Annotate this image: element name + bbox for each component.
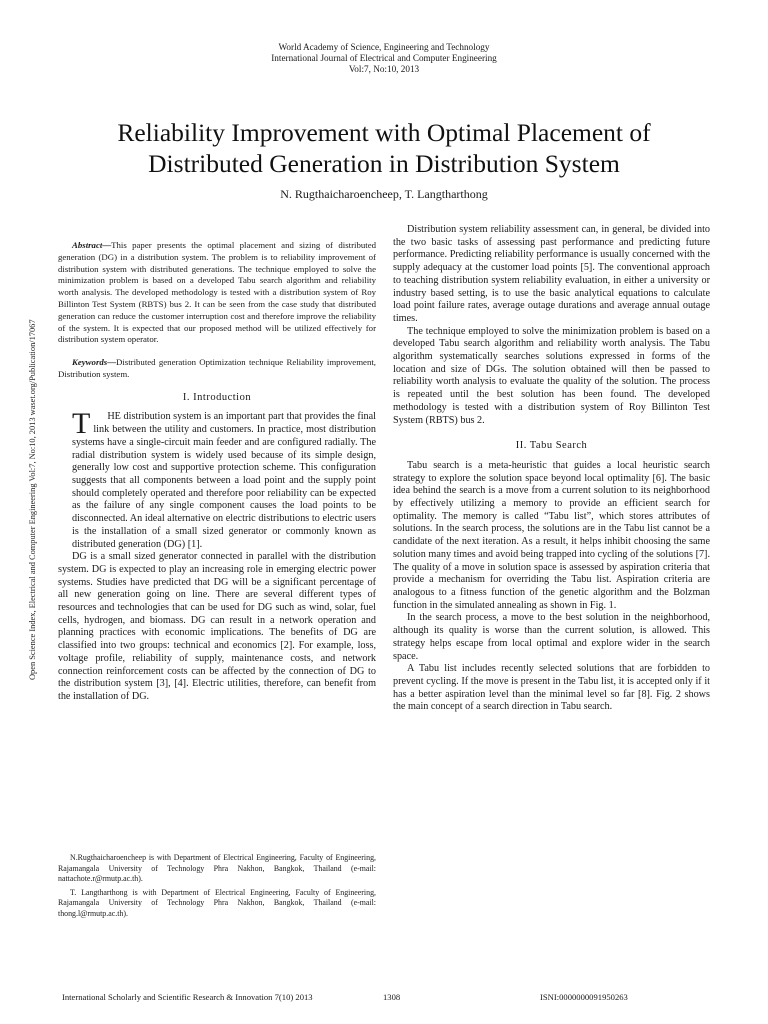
footer-citation: International Scholarly and Scientific Research & Innovation 7(10) 2013 — [62, 992, 313, 1002]
header-line-3: Vol:7, No:10, 2013 — [348, 64, 420, 74]
footnote-1: N.Rugthaicharoencheep is with Department of Electrical Engineering, Faculty of Engineering, Rajamangala University of Technology Phra Nakhon, Bangkok, Thailand (e-mail: nattachote.r@rmutp.ac.th). — [58, 853, 376, 884]
abstract-text: This paper presents the optimal placement and sizing of distributed generation (DG) in a distribution system. The problem is to reliability improvement of distribution system with distributed generations. The technique employed to solve the minimization problem is based on a developed Tabu search algorithm and reliability worth analysis. The developed methodology is tested with a distribution system of Roy Billinton Test System (RBTS) bus 2. It can be seen from the case study that distributed generation can reduce the customer interruption cost and therefore improve the reliability of the system. It is expected that our proposed method will be utilized effectively for distribution system operator. — [58, 240, 376, 345]
keywords-paragraph — [58, 357, 376, 381]
section-heading-introduction: I. Introduction — [182, 391, 252, 403]
author-footnotes — [58, 853, 376, 923]
intro-paragraph-1 — [58, 407, 376, 551]
section-heading-tabu-search: II. Tabu Search — [515, 440, 588, 452]
abstract-label: Abstract — [72, 240, 103, 250]
right-paragraph-2: The technique employed to solve the minimization problem is based on a developed Tabu search algorithm and reliability worth analysis. The Tabu algorithm systematically searches solutions expressed in forms of the location and size of DGs. The solution obtained will then be passed to reliability worth analysis to evaluate the quality of the solution. The process is repeated until the best solution has been found. The developed methodology is tested with a distribution system of Roy Billinton Test System (RBTS) bus 2. — [393, 325, 710, 426]
header-line-2: International Journal of Electrical and Computer Engineering — [271, 53, 497, 63]
drop-cap: T — [72, 407, 91, 441]
footer-isni: ISNI:0000000091950263 — [540, 992, 628, 1002]
footnote-2: T. Langtharthong is with Department of Electrical Engineering, Faculty of Engineering, Rajamangala University of Technology Phra Nakhon, Bangkok, Thailand (e-mail: thong.l@rmutp.ac.th). — [58, 887, 376, 918]
keywords-dash: — — [107, 357, 116, 368]
header-line-1: World Academy of Science, Engineering and Technology — [278, 42, 490, 52]
tabu-paragraph-2: In the search process, a move to the best solution in the neighborhood, although its quality is worse than the current solution, is allowed. This strategy helps escape from local optimal and explore wider in the search space. — [393, 612, 710, 662]
right-paragraph-1: Distribution system reliability assessment can, in general, be divided into the two basic tasks of assessing past performance and predicting future performance. Predicting reliability performance is usually concerned with the supply adequacy at the customer load points [5]. The conventional approach to teaching distribution system reliability evaluation, in either a university or industry based setting, is to use the basic analytical equations to calculate load point failure rates, average outage durations and average annual outage times. — [393, 224, 710, 324]
intro-paragraph-2: DG is a small sized generator connected in parallel with the distribution system. DG is expected to play an increasing role in emerging electric power systems. Studies have predicted that DG will be a significant percentage of all new generation going on line. There are several different types of resources and technologies that can be used for DG such as wind, solar, fuel cells, hydrogen, and biomass. DG can result in a network operation and planning practices with economic implications. The benefits of DG are classified into two groups: technical and economics [2]. For example, loss, voltage profile, reliability of supply, maintenance costs, and network connection reinforcement costs can be affected by the connection of DG to the distribution system [3], [4]. Electric utilities, therefore, can benefit from the installation of DG. — [58, 551, 376, 702]
intro-paragraph-1-text: HE distribution system is an important part that provides the final link between the utility and customers. In practice, most distribution systems have a single-circuit main feeder and are configured radially. The radial distribution system is widely used because of its simple design, generally low cost and supportive protection scheme. This configuration suggests that all components between a load point and the supply point should completely operated and therefore poor reliability can be expected as the failure of any single component causes the load points to be disconnected. An ideal alternative on electric distributions to electric users is the installation of a small sized generator or commonly known as distributed generation (DG) [1]. — [72, 411, 376, 550]
tabu-paragraph-1: Tabu search is a meta-heuristic that guides a local heuristic search strategy to explore the solution space beyond local optimality [6]. The basic idea behind the search is a move from a current solution to its neighborhood by effectively utilizing a memory to provide an efficient search for optimality. The memory is called “Tabu list”, which stores attributes of solutions. In the search process, the solutions are in the Tabu list cannot be a candidate of the next iteration. As a result, it helps inhibit choosing the same solution many times and avoid being trapped into cycling of the solutions [7]. The quality of a move in solution space is assessed by aspiration criteria that provide a mechanism for overriding the Tabu list. Aspiration criteria are analogous to a fitness function of the genetic algorithm and the Bolzman function in the simulated annealing as shown in Fig. 1. — [393, 459, 710, 611]
side-index-label[interactable]: Open Science Index, Electrical and Computer Engineering Vol:7, No:10, 2013 waset.org/Publication/17067 — [28, 319, 37, 680]
abstract-block — [58, 240, 376, 704]
page-number: 1308 — [383, 992, 401, 1002]
journal-header — [0, 42, 768, 75]
tabu-paragraph-3: A Tabu list includes recently selected solutions that are forbidden to prevent cycling. If the move is present in the Tabu list, it is accepted only if it has a better aspiration level than the minimal level so far [8]. Fig. 2 shows the main concept of a search direction in Tabu search. — [393, 663, 710, 713]
keywords-label: Keywords — [72, 357, 108, 368]
abstract-dash: — — [102, 240, 112, 250]
authors: N. Rugthaicharoencheep, T. Langtharthong — [280, 187, 488, 201]
abstract-paragraph — [58, 240, 376, 346]
introduction-section — [58, 392, 376, 704]
title-line-1: Reliability Improvement with Optimal Placement of — [117, 118, 651, 147]
right-column — [393, 224, 710, 714]
paper-title — [30, 117, 738, 179]
keywords-text: Distributed generation Optimization technique Reliability improvement, Distribution system. — [58, 357, 376, 379]
title-line-2: Distributed Generation in Distribution System — [148, 149, 620, 178]
